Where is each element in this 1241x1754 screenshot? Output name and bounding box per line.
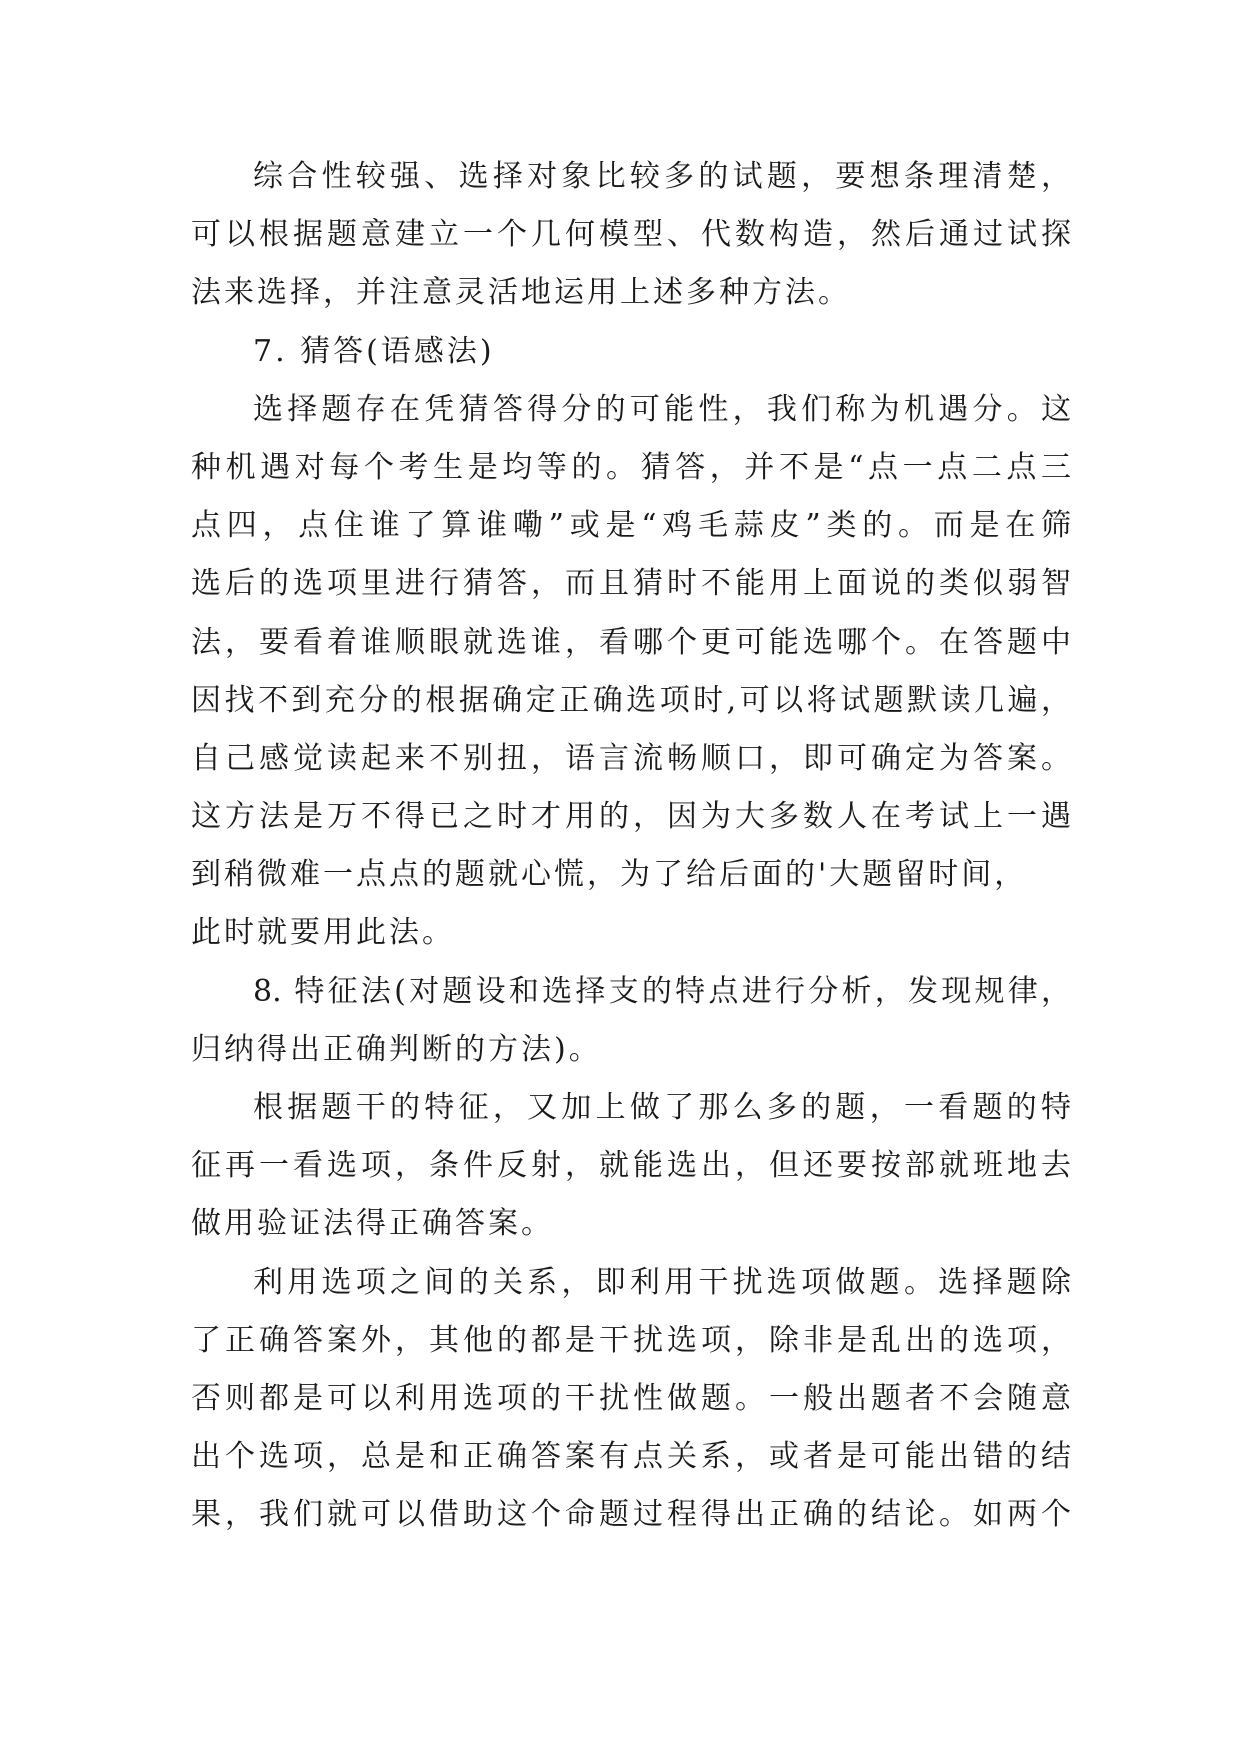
text-line: 可以根据题意建立一个几何模型、代数构造，然后通过试探 bbox=[191, 217, 1071, 253]
text-line: 征再一看选项，条件反射，就能选出，但还要按部就班地去 bbox=[191, 1148, 1071, 1184]
text-line: 否则都是可以利用选项的干扰性做题。一般出题者不会随意 bbox=[191, 1380, 1071, 1416]
text-line: 点四，点住谁了算谁嘞”或是“鸡毛蒜皮”类的。而是在筛 bbox=[191, 508, 1071, 544]
text-line: 自己感觉读起来不别扭，语言流畅顺口，即可确定为答案。 bbox=[191, 740, 1071, 776]
text-line: 选择题存在凭猜答得分的可能性，我们称为机遇分。这 bbox=[253, 391, 1071, 427]
text-line: 法来选择，并注意灵活地运用上述多种方法。 bbox=[191, 275, 851, 311]
text-line: 这方法是万不得已之时才用的，因为大多数人在考试上一遇 bbox=[191, 799, 1071, 835]
text-line: 8. 特征法(对题设和选择支的特点进行分析，发现规律， bbox=[253, 973, 1071, 1009]
text-line: 此时就要用此法。 bbox=[191, 915, 455, 951]
text-line: 做用验证法得正确答案。 bbox=[191, 1206, 554, 1242]
text-line: 法，要看着谁顺眼就选谁，看哪个更可能选哪个。在答题中 bbox=[191, 624, 1071, 660]
text-line: 根据题干的特征，又加上做了那么多的题，一看题的特 bbox=[253, 1090, 1071, 1125]
text-line: 了正确答案外，其他的都是干扰选项，除非是乱出的选项， bbox=[191, 1322, 1071, 1358]
text-line: 出个选项，总是和正确答案有点关系，或者是可能出错的结 bbox=[191, 1439, 1071, 1475]
text-line: 归纳得出正确判断的方法)。 bbox=[191, 1031, 602, 1067]
text-line: 果，我们就可以借助这个命题过程得出正确的结论。如两个 bbox=[191, 1497, 1071, 1533]
text-line: 到稍微难一点点的题就心慌，为了给后面的'大题留时间， bbox=[191, 857, 1028, 893]
text-line: 综合性较强、选择对象比较多的试题，要想条理清楚， bbox=[253, 159, 1071, 194]
text-line: 7. 猜答(语感法) bbox=[253, 333, 495, 369]
text-line: 选后的选项里进行猜答，而且猜时不能用上面说的类似弱智 bbox=[191, 566, 1071, 602]
text-line: 种机遇对每个考生是均等的。猜答，并不是“点一点二点三 bbox=[191, 449, 1071, 485]
document-body bbox=[191, 148, 1071, 1545]
text-line: 利用选项之间的关系，即利用干扰选项做题。选择题除 bbox=[253, 1264, 1071, 1300]
text-line: 因找不到充分的根据确定正确选项时,可以将试题默读几遍， bbox=[191, 682, 1071, 718]
